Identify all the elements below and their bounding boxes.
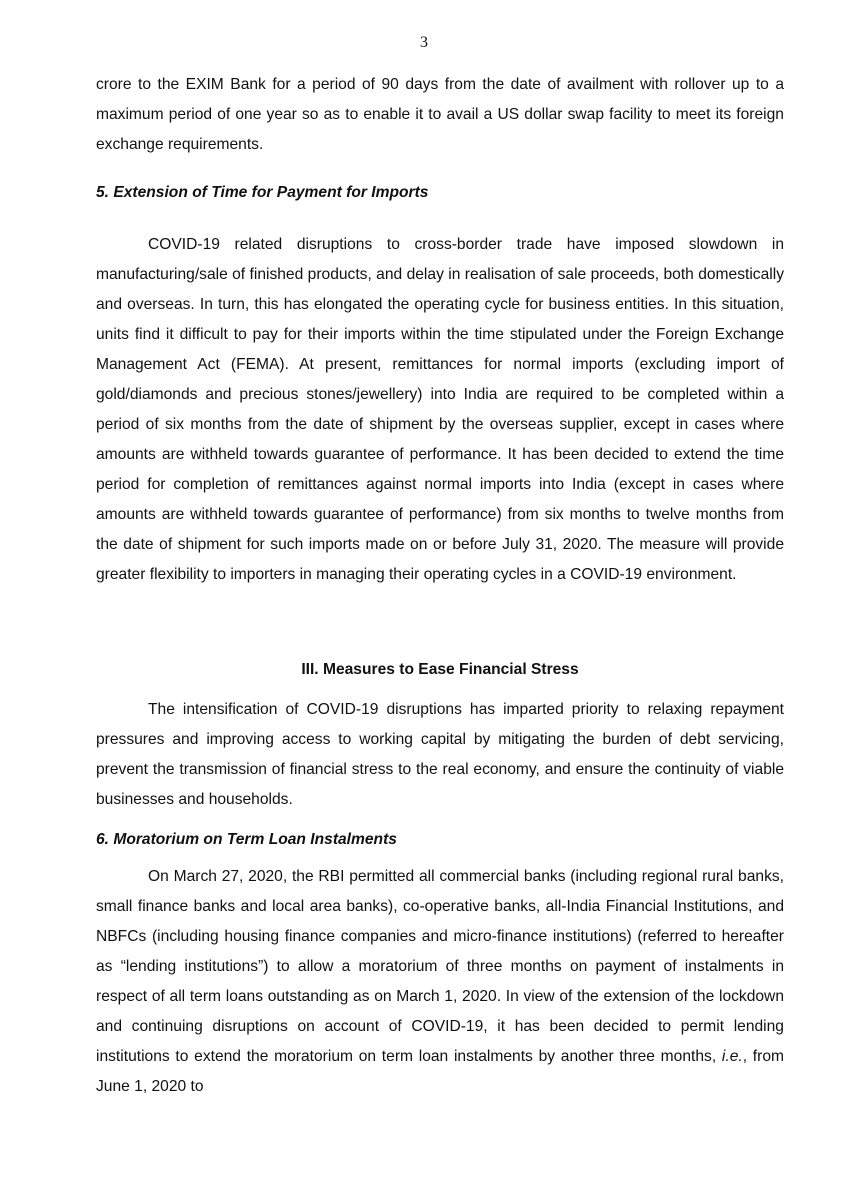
section-6-paragraph — [96, 862, 784, 1102]
ie-abbreviation: i.e. — [721, 1048, 743, 1065]
section-5-heading: 5. Extension of Time for Payment for Imports — [96, 184, 429, 201]
section-5-paragraph: COVID-19 related disruptions to cross-border trade have imposed slowdown in manufacturing/sale of finished products, and delay in realisation of sale proceeds, both domestically and overseas. In turn, this has elongated the operating cycle for business entities. In this situation, units find it difficult to pay for their imports within the time stipulated under the Foreign Exchange Management Act (FEMA). At present, remittances for normal imports (excluding import of gold/diamonds and precious stones/jewellery) into India are required to be completed within a period of six months from the date of shipment by the overseas supplier, except in cases where amounts are withheld towards guarantee of performance. It has been decided to extend the time period for completion of remittances against normal imports into India (except in cases where amounts are withheld towards guarantee of performance) from six months to twelve months from the date of shipment for such imports made on or before July 31, 2020. The measure will provide greater flexibility to importers in managing their operating cycles in a COVID-19 environment. — [96, 236, 784, 583]
page-number: 3 — [420, 34, 428, 51]
section-6-heading: 6. Moratorium on Term Loan Instalments — [96, 831, 397, 848]
part-3-heading: III. Measures to Ease Financial Stress — [301, 661, 579, 678]
section-6-text-end: , from June 1, 2020 to — [96, 1048, 784, 1095]
intro-paragraph: crore to the EXIM Bank for a period of 90 days from the date of availment with rollover up to a maximum period of one year so as to enable it to avail a US dollar swap facility to meet its foreign exchange requirements. — [96, 76, 784, 153]
section-6-text-start: On March 27, 2020, the RBI permitted all commercial banks (including regional rural banks, small finance banks and local area banks), co-operative banks, all-India Financial Institutions, and NBFCs (including housing finance companies and micro-finance institutions) (referred to hereafter as “lending institutions”) to allow a moratorium of three months on payment of instalments in respect of all term loans outstanding as on March 1, 2020. In view of the extension of the lockdown and continuing disruptions on account of COVID-19, it has been decided to permit lending institutions to extend the moratorium on term loan instalments by another three months, — [96, 868, 784, 1065]
part-3-paragraph: The intensification of COVID-19 disruptions has imparted priority to relaxing repayment pressures and improving access to working capital by mitigating the burden of debt servicing, prevent the transmission of financial stress to the real economy, and ensure the continuity of viable businesses and households. — [96, 701, 784, 808]
